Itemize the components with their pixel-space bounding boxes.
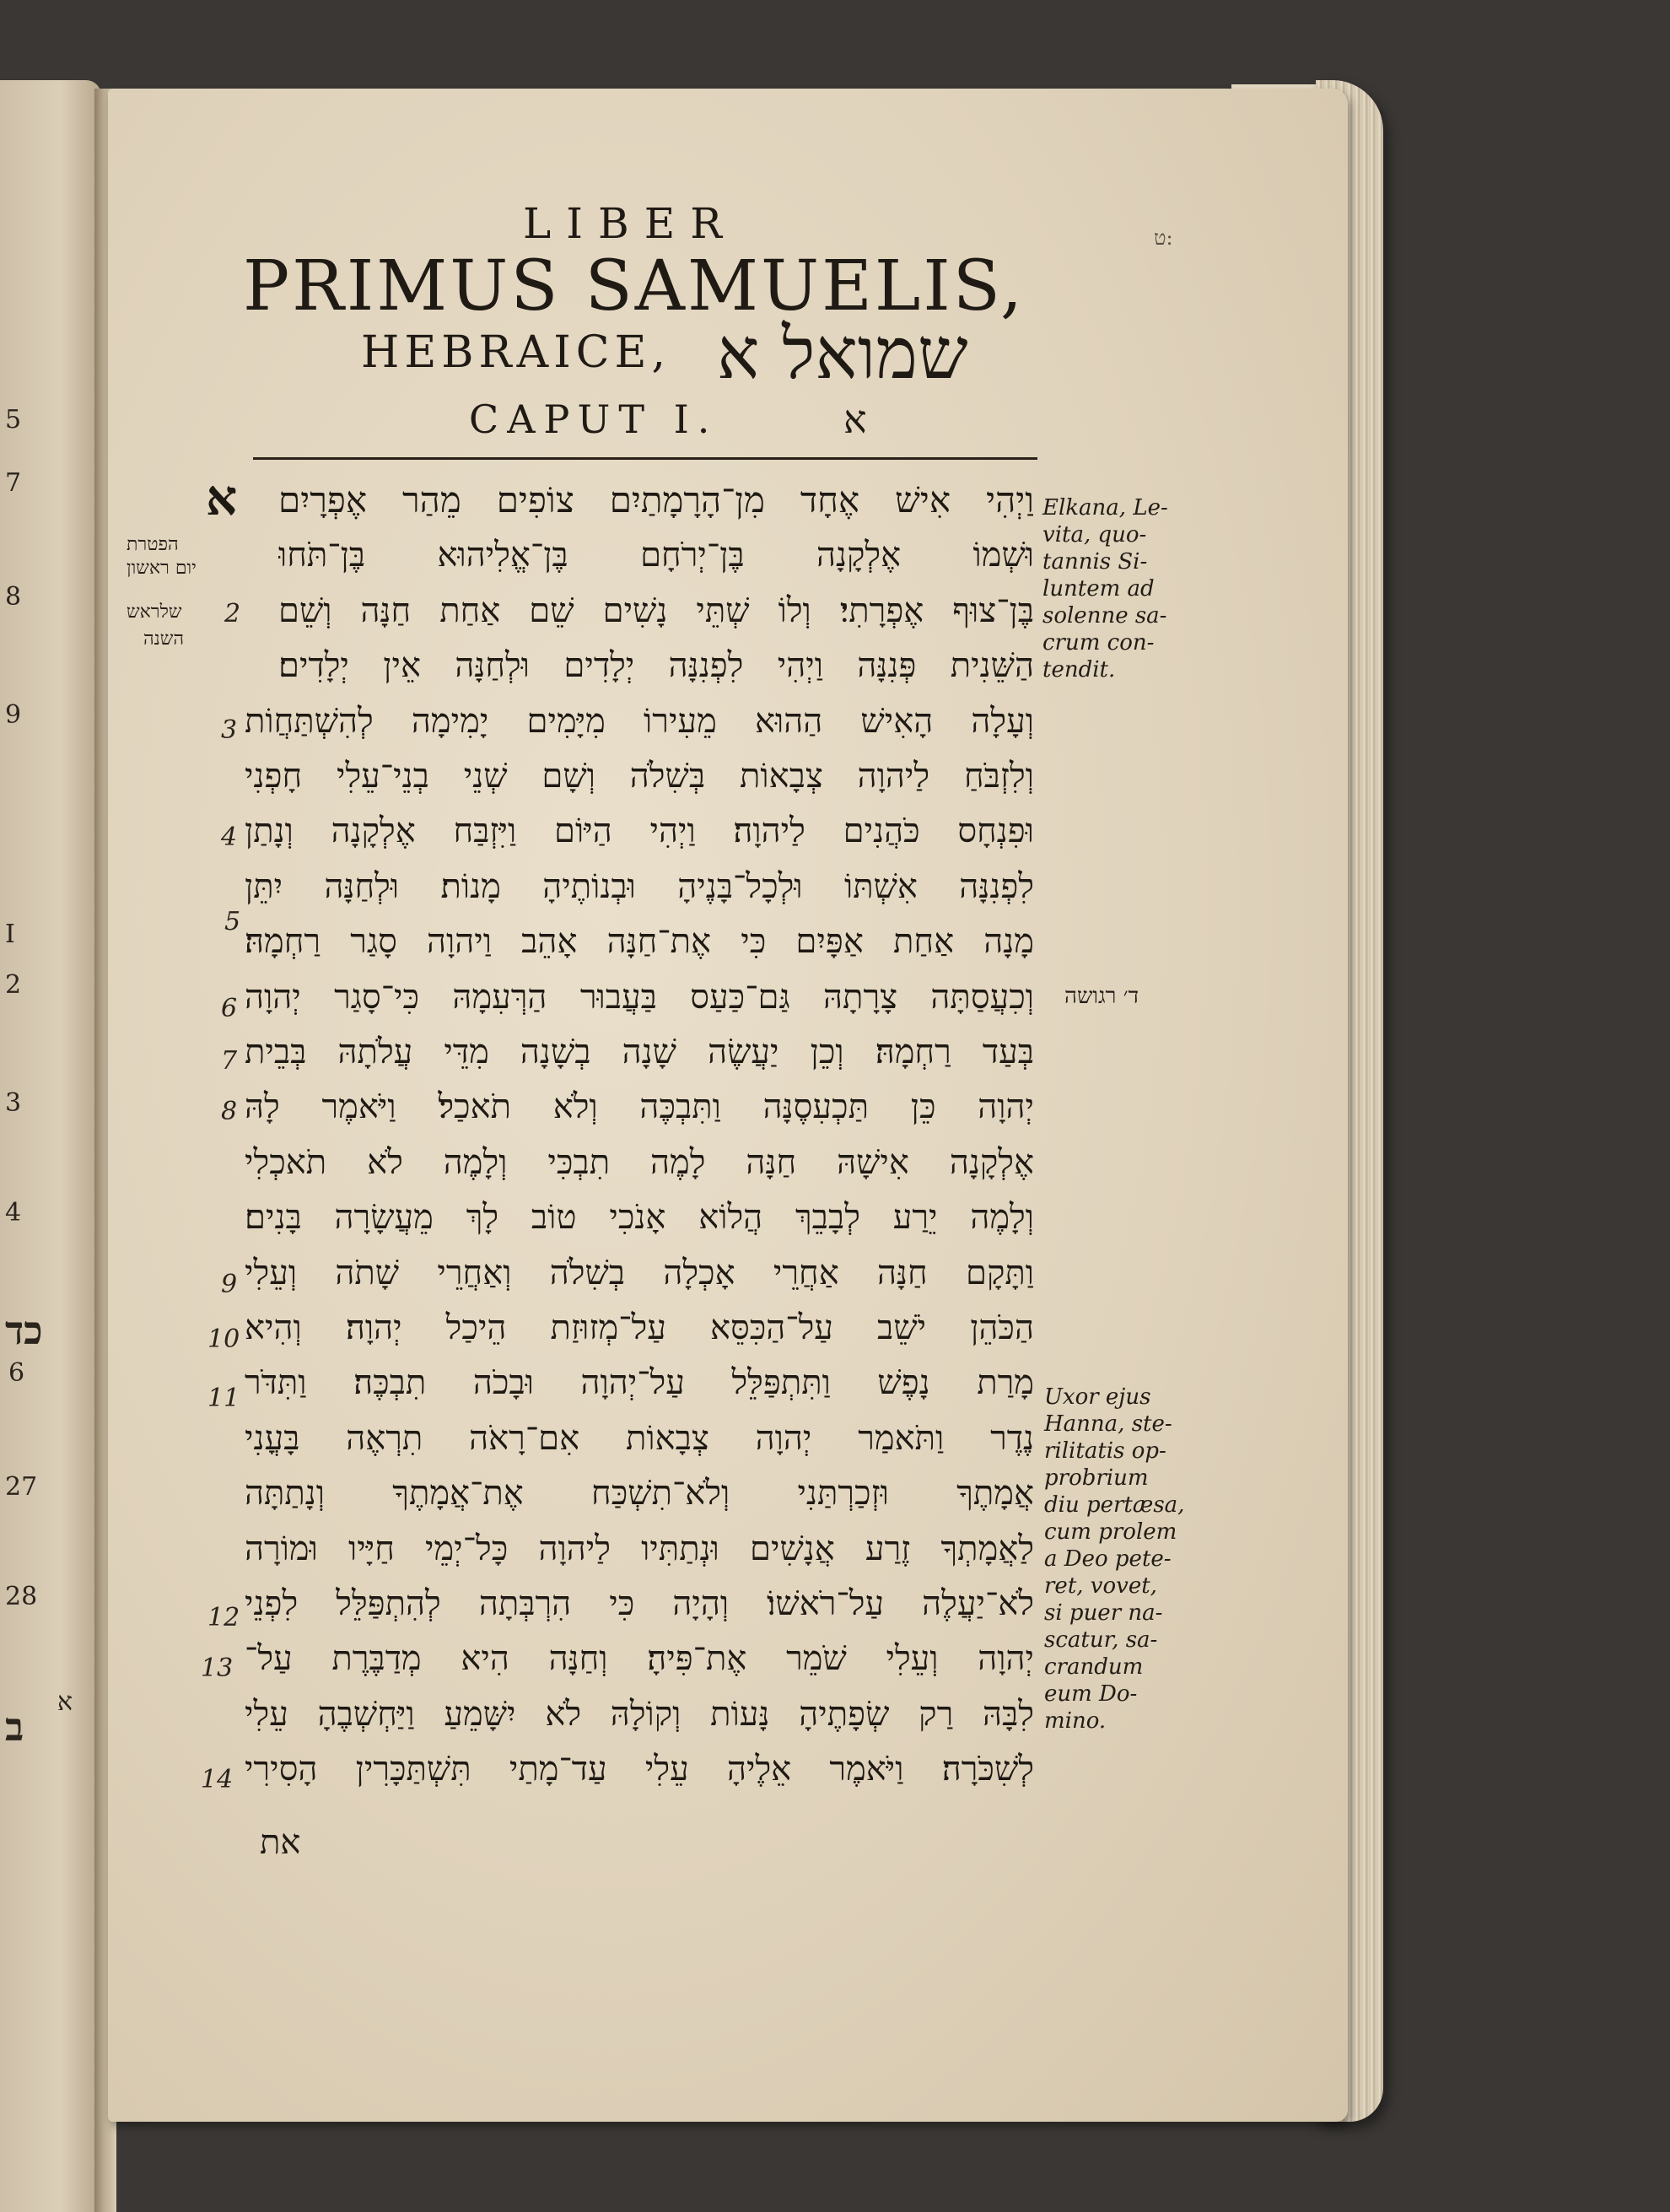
left-page-fragment: 4 [5,1198,22,1227]
verse-number: 10 [207,1325,240,1354]
verse-number: 6 [221,994,238,1023]
hebrew-text-line: לִפְנִנָּה אִשְׁתּוֹ וּלְכָל־בָּנֶיהָ וּבְנוֹתֶיהָ מָנוֹת׃ וּלְחַנָּה יִתֵּן [245,867,1034,906]
haftarah-note-line: שלראש [127,602,182,623]
chapter-heading: CAPUT I. [469,397,719,442]
verse-number: 7 [221,1046,238,1076]
left-page-catchword: א [57,1687,73,1717]
verse-number: 12 [207,1603,240,1632]
hebrew-text-line: וּשְׁמוֹ אֶלְקָנָה בֶּן־יְרֹחָם בֶּן־אֱלִיהוּא בֶּן־תֹּחוּ [278,536,1034,575]
hebrew-text-line: לְשִׁכֹּרָה׃ וַיֹּאמֶר אֵלֶיהָ עֵלִי עַד־מָתַי תִּשְׁתַּכָּרִין הָסִירִי [245,1750,1034,1788]
hebrew-text-line: יְהוָה וְעֵלִי שֹׁמֵר אֶת־פִּיהָ׃ וְחַנָּה הִיא מְדַבֶּרֶת עַל־ [245,1639,1034,1678]
left-page-fragment: 9 [5,700,22,730]
left-page-fragment: I [5,920,15,949]
hebrew-text-line: נֶדֶר וַתֹּאמַר יְהוָה צְבָאוֹת אִם־רָאֹה תִרְאֶה בָּעֳנִי [245,1419,1034,1458]
verse-number: 14 [201,1765,234,1794]
left-page-fragment: 2 [5,970,22,1000]
verse-number: 8 [221,1097,238,1126]
haftarah-note-line: יום ראשון [127,558,197,579]
chapter-initial: א [206,469,238,526]
hebrew-text-line: וְעָלָה הָאִישׁ הַהוּא מֵעִירוֹ מִיָּמִים יָמִימָה לְהִשְׁתַּחֲוֹת [245,702,1034,741]
left-page [0,80,101,2212]
margin-note-elkana: Elkana, Le- vita, quo- tannis Si- luntem ad solenne sa- crum con- tendit. [1042,495,1168,682]
hebrew-text-line: לֹא־יַעֲלֶה עַל־רֹאשׁוֹ׃ וְהָיָה כִּי הִרְבְּתָה לְהִתְפַּלֵּל לִפְנֵי [245,1584,1034,1623]
hebrew-text-line: וּפִנְחָס כֹּהֲנִים לַיהוָה׃ וַיְהִי הַיּוֹם וַיִּזְבַּח אֶלְקָנָה וְנָתַן [245,812,1034,850]
margin-note-hanna: Uxor ejus Hanna, ste- rilitatis op- probrium diu pertæsa, cum prolem a Deo pete- ret, vovet, si puer na- scatur, sa- crandum eum Do- mino. [1044,1384,1185,1734]
hebrew-text-line: לַאֲמָתְךָ זֶרַע אֲנָשִׁים וּנְתַתִּיו לַיהוָה כָּל־יְמֵי חַיָּיו וּמוֹרָה [245,1530,1034,1568]
left-page-fragment: 5 [5,405,22,434]
left-page-fragment: 6 [8,1358,25,1388]
verse-number: 13 [201,1654,234,1683]
liber-heading: LIBER [523,199,737,248]
verse-number: 9 [221,1270,238,1299]
hebrew-text-line: וְלָמֶה יֵרַע לְבָבֵךְ הֲלוֹא אָנֹכִי טוֹב לָךְ מֵעֲשָׂרָה בָּנִים׃ [245,1198,1034,1237]
hebrew-text-line: הַשֵּׁנִית פְּנִנָּה וַיְהִי לִפְנִנָּה יְלָדִים וּלְחַנָּה אֵין יְלָדִים׃ [278,646,1034,685]
left-page-fragment: 8 [5,582,22,612]
hebrew-text-line: וַתָּקָם חַנָּה אַחֲרֵי אָכְלָה בְשִׁלֹה וְאַחֲרֵי שָׁתֹה וְעֵלִי [245,1254,1034,1292]
margin-note-hebrew: ד׳ רגושה [1064,984,1139,1009]
left-page-fragment: 7 [5,468,22,498]
corner-mark: ט: [1154,226,1173,250]
book-title: PRIMUS SAMUELIS, [243,246,1026,326]
verse-number: 4 [221,823,238,852]
hebrew-text-line: יְהוָה כֵּן תַּכְעִסֶנָּה וַתִּבְכֶּה וְלֹא תֹאכַל׃ וַיֹּאמֶר לָהּ [245,1087,1034,1126]
hebrew-text-line: אֶלְקָנָה אִישָׁהּ חַנָּה לָמֶה תִבְכִּי וְלָמֶה לֹא תֹאכְלִי [245,1143,1034,1182]
hebrew-text-line: אֲמָתֶךָ וּזְכַרְתַּנִי וְלֹא־תִשְׁכַּח אֶת־אֲמָתֶךָ וְנָתַתָּה [245,1474,1034,1513]
hebrew-text-line: מָרַת נָפֶשׁ וַתִּתְפַּלֵּל עַל־יְהוָה וּבָכֹה תִבְכֶּה׃ וַתִּדֹּר [245,1363,1034,1402]
verse-number: 5 [224,907,241,936]
hebrew-text-line: לִבָּהּ רַק שְׂפָתֶיהָ נָּעוֹת וְקוֹלָהּ לֹא יִשָּׁמֵעַ וַיַּחְשְׁבֶהָ עֵלִי [245,1695,1034,1734]
chapter-heading-hebrew: א [843,397,867,442]
hebrew-text-line: הַכֹּהֵן יֹשֵׁב עַל־הַכִּסֵּא עַל־מְזוּזַת הֵיכַל יְהוָה׃ וְהִיא [245,1308,1034,1347]
catchword: את [260,1823,301,1862]
hebrew-text-line: וַיְהִי אִישׁ אֶחָד מִן־הָרָמָתַיִם צוֹפִים מֵהַר אֶפְרָיִם [278,479,1034,521]
hebrew-text-line: וְלִזְבֹּחַ לַיהוָה צְבָאוֹת בְּשִׁלֹה וְשָׁם שְׁנֵי בְנֵי־עֵלִי חָפְנִי [245,757,1034,796]
haftarah-note-line: השנה [143,629,185,650]
left-page-fragment: 3 [5,1088,22,1118]
left-page-fragment: 27 [5,1472,38,1502]
title-rule [253,457,1037,460]
left-page-fragment: ב [5,1704,24,1750]
haftarah-note-line: הפטרת [127,534,179,555]
hebrew-title: שמואל א [717,312,968,395]
left-page-fragment: כד [5,1308,43,1353]
verse-number: 3 [221,715,238,745]
hebrew-text-line: בְּעַד רַחְמָהּ׃ וְכֵן יַעֲשֶׂה שָׁנָה בְשָׁנָה מִדֵּי עֲלֹתָהּ בְּבֵית [245,1033,1034,1071]
hebrew-text-line: בֶּן־צוּף אֶפְרָתִי׃ וְלוֹ שְׁתֵּי נָשִׁים שֵׁם אַחַת חַנָּה וְשֵׁם [278,591,1034,630]
verse-number: 11 [207,1384,240,1413]
left-page-fragment: 28 [5,1582,38,1611]
hebrew-text-line: וְכִעֲסַתָּה צָרָתָהּ גַּם־כַּעַס בַּעֲבוּר הַרְּעִמָהּ כִּי־סָגַר יְהוָה [245,978,1034,1017]
book-subtitle: HEBRAICE, [361,327,671,378]
verse-number: 2 [224,599,241,629]
hebrew-text-line: מָנָה אַחַת אַפָּיִם כִּי אֶת־חַנָּה אָהֵב וַיהוָה סָגַר רַחְמָהּ׃ [245,922,1034,961]
